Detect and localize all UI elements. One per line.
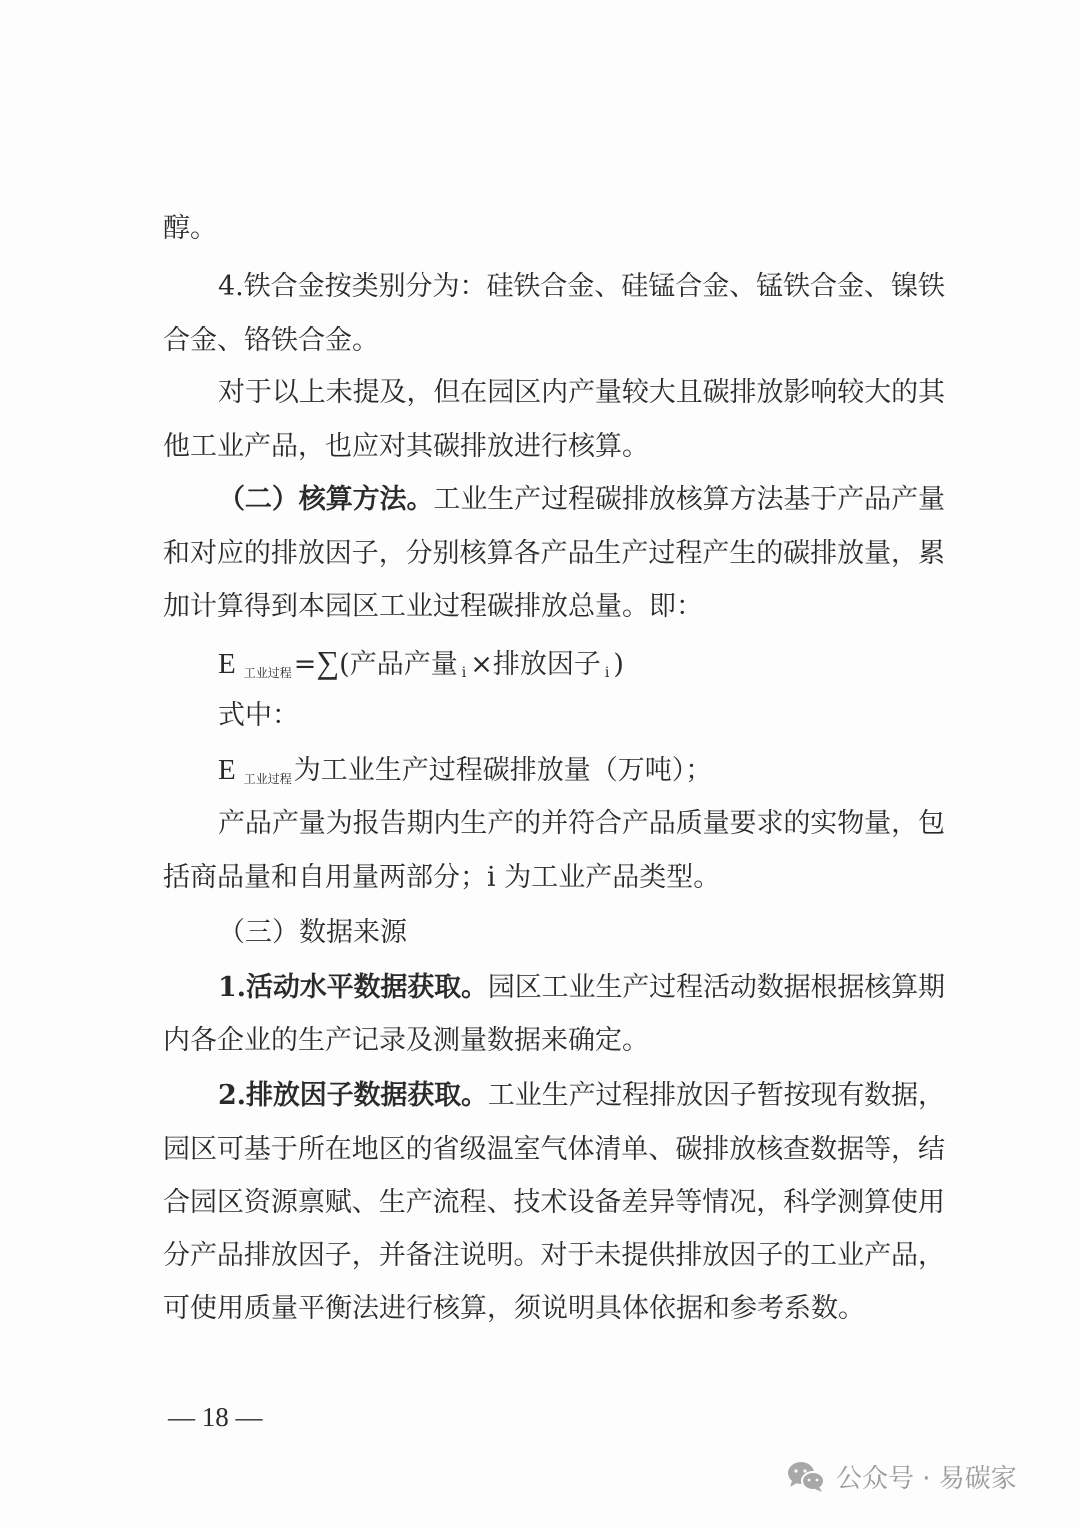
subsection-heading: 2.排放因子数据获取。	[218, 1080, 488, 1111]
text-line: 加计算得到本园区工业过程碳排放总量。即：	[163, 591, 703, 622]
section-heading: （三）数据来源	[218, 917, 407, 948]
formula-e: E	[218, 648, 236, 680]
wechat-icon	[786, 1460, 826, 1494]
text: 工业生产过程碳排放核算方法基于产品产量	[433, 484, 945, 515]
text: 工业生产过程排放因子暂按现有数据，	[487, 1080, 945, 1111]
text-line: 他工业产品，也应对其碳排放进行核算。	[163, 431, 649, 462]
sigma-symbol: ∑	[316, 644, 340, 680]
formula-open: (	[339, 649, 350, 680]
text-line: 分产品排放因子，并备注说明。对于未提供排放因子的工业产品，	[163, 1240, 945, 1271]
formula-close: )	[613, 649, 624, 680]
where-label: 式中：	[218, 700, 299, 731]
text-line: 合园区资源禀赋、生产流程、技术设备差异等情况，科学测算使用	[163, 1187, 945, 1218]
watermark-text: 公众号 · 易碳家	[836, 1464, 1017, 1494]
subsection-heading: 1.活动水平数据获取。	[218, 972, 488, 1003]
text-line: 和对应的排放因子，分别核算各产品生产过程产生的碳排放量，累	[163, 538, 945, 569]
formula-times: ×	[470, 649, 493, 680]
text: 园区工业生产过程活动数据根据核算期	[487, 972, 945, 1003]
definition-line	[218, 752, 945, 788]
text-line: 内各企业的生产记录及测量数据来确定。	[163, 1025, 649, 1056]
formula-a: 产品产量	[349, 649, 458, 680]
formula-subscript: 工业过程	[243, 666, 292, 680]
subsection-line	[218, 970, 945, 1006]
formula-eq: =	[293, 649, 317, 680]
def-subscript: 工业过程	[243, 772, 292, 786]
def-e: E	[218, 754, 236, 786]
section-heading: （二）核算方法。	[218, 484, 434, 515]
def-text: 为工业生产过程碳排放量（万吨）；	[293, 755, 713, 786]
text-line: 产品产量为报告期内生产的并符合产品质量要求的实物量，包	[218, 808, 945, 839]
text-line: 园区可基于所在地区的省级温室气体清单、碳排放核查数据等，结	[163, 1134, 945, 1165]
watermark	[786, 1458, 1017, 1495]
section-heading-line	[218, 482, 945, 518]
formula-i: i	[461, 665, 467, 681]
subsection-line	[218, 1078, 945, 1114]
formula-b: 排放因子	[492, 649, 601, 680]
formula-i: i	[604, 665, 610, 681]
text-line: 4.铁合金按类别分为：硅铁合金、硅锰合金、锰铁合金、镍铁	[218, 271, 945, 302]
text-line: 可使用质量平衡法进行核算，须说明具体依据和参考系数。	[163, 1293, 865, 1324]
text-line: 合金、铬铁合金。	[163, 325, 379, 356]
text-line: 括商品量和自用量两部分；i 为工业产品类型。	[163, 862, 721, 893]
page-number: — 18 —	[168, 1402, 263, 1432]
text-line: 对于以上未提及，但在园区内产量较大且碳排放影响较大的其	[218, 377, 945, 408]
text-line: 醇。	[163, 213, 217, 244]
formula	[218, 644, 945, 680]
